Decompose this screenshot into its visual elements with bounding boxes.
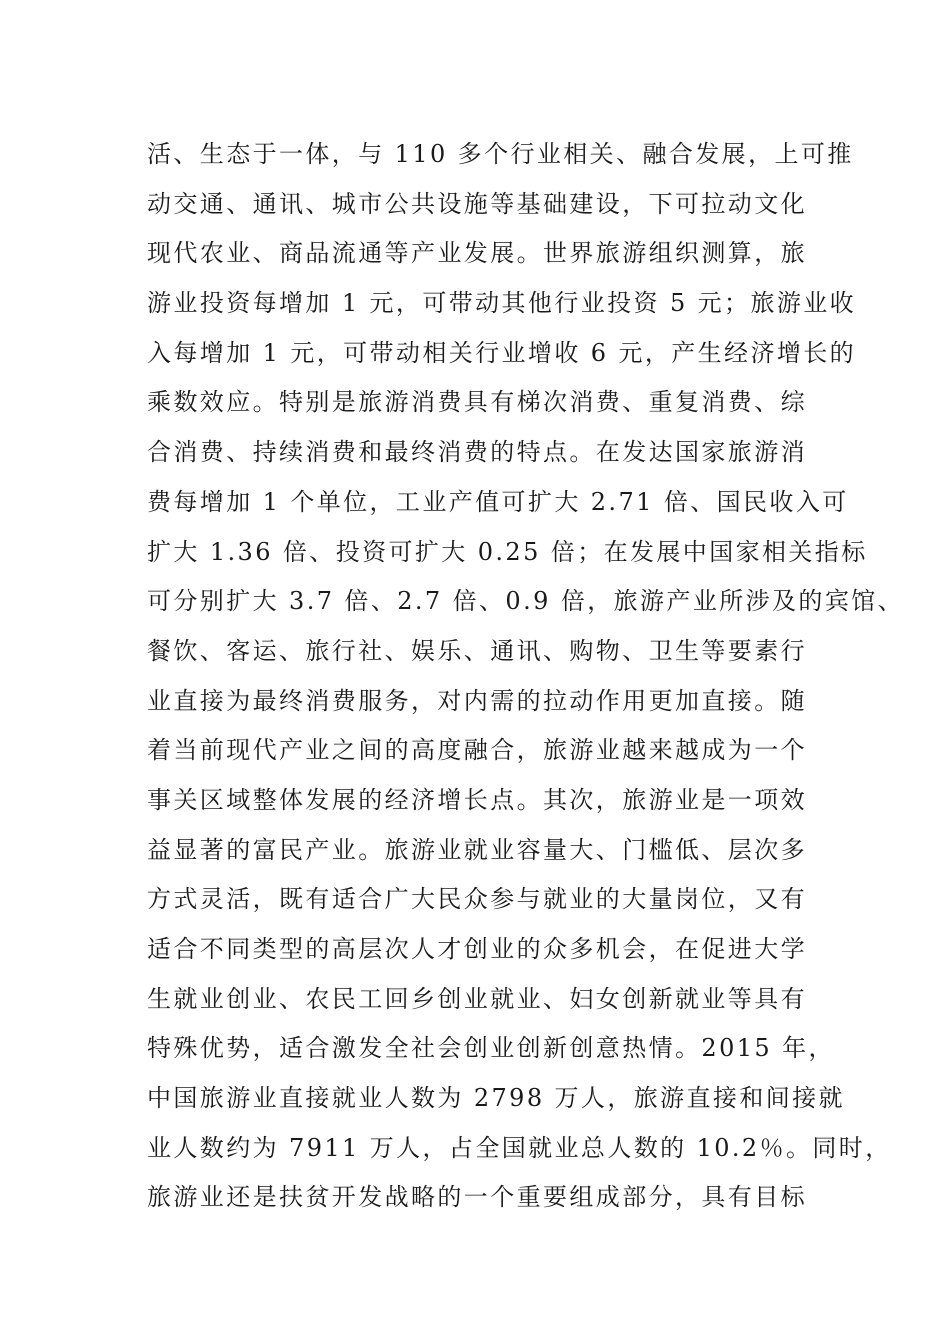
text-line: 中国旅游业直接就业人数为 2798 万人，旅游直接和间接就 bbox=[147, 1084, 845, 1113]
text-line: 特殊优势，适合激发全社会创业创新创意热情。2015 年， bbox=[147, 1034, 835, 1063]
text-line: 益显著的富民产业。旅游业就业容量大、门槛低、层次多 bbox=[147, 835, 807, 864]
text-line: 适合不同类型的高层次人才创业的众多机会，在促进大学 bbox=[147, 935, 807, 963]
text-line: 入每增加 1 元，可带动相关行业增收 6 元，产生经济增长的 bbox=[147, 338, 857, 367]
text-line: 生就业创业、农民工回乡创业就业、妇女创新就业等具有 bbox=[147, 984, 807, 1013]
text-line: 游业投资每增加 1 元，可带动其他行业投资 5 元；旅游业收 bbox=[147, 289, 857, 318]
text-line: 乘数效应。特别是旅游消费具有梯次消费、重复消费、综 bbox=[147, 388, 807, 417]
text-line: 业直接为最终消费服务，对内需的拉动作用更加直接。随 bbox=[147, 686, 807, 715]
text-line: 现代农业、商品流通等产业发展。世界旅游组织测算，旅 bbox=[147, 239, 807, 268]
text-line: 餐饮、客运、旅行社、娱乐、通讯、购物、卫生等要素行 bbox=[147, 636, 807, 665]
text-line: 可分别扩大 3.7 倍、2.7 倍、0.9 倍，旅游产业所涉及的宾馆、 bbox=[147, 587, 905, 616]
text-line: 业人数约为 7911 万人，占全国就业总人数的 10.2％。同时， bbox=[147, 1133, 892, 1162]
body-paragraph bbox=[147, 130, 905, 1223]
text-line: 旅游业还是扶贫开发战略的一个重要组成部分，具有目标 bbox=[147, 1183, 807, 1212]
text-line: 活、生态于一体，与 110 多个行业相关、融合发展，上可推 bbox=[147, 140, 854, 168]
text-line: 费每增加 1 个单位，工业产值可扩大 2.71 倍、国民收入可 bbox=[147, 487, 849, 516]
text-line: 扩大 1.36 倍、投资可扩大 0.25 倍；在发展中国家相关指标 bbox=[147, 537, 868, 566]
text-line: 事关区域整体发展的经济增长点。其次，旅游业是一项效 bbox=[147, 785, 807, 814]
text-line: 合消费、持续消费和最终消费的特点。在发达国家旅游消 bbox=[147, 438, 807, 467]
text-line: 动交通、通讯、城市公共设施等基础建设，下可拉动文化 bbox=[147, 189, 807, 218]
text-line: 方式灵活，既有适合广大民众参与就业的大量岗位，又有 bbox=[147, 885, 807, 914]
text-line: 着当前现代产业之间的高度融合，旅游业越来越成为一个 bbox=[147, 736, 807, 765]
